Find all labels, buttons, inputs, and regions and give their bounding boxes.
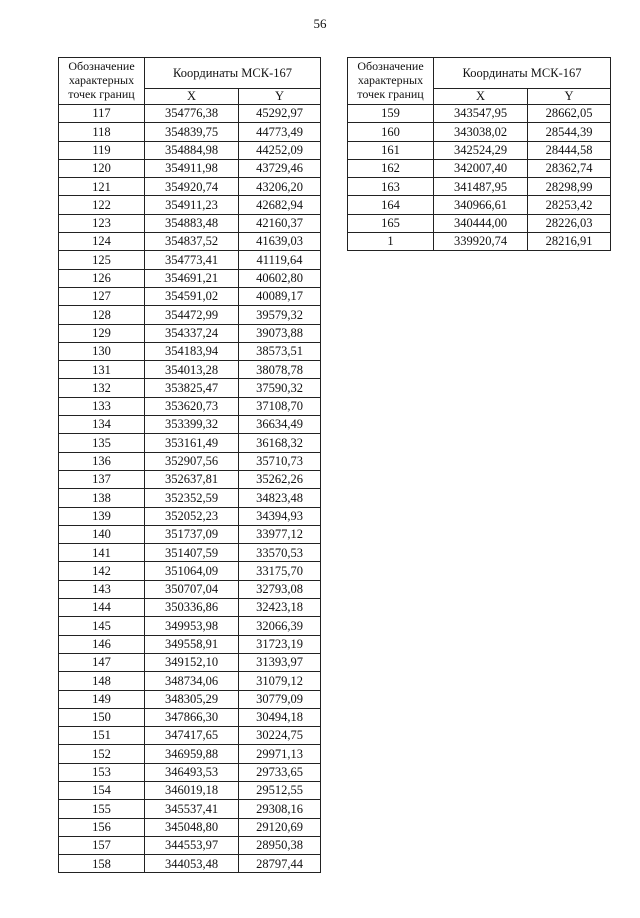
y-column-header: Y (528, 89, 611, 105)
point-number-cell: 154 (59, 781, 145, 799)
table-row (59, 562, 321, 580)
point-number-cell: 156 (59, 818, 145, 836)
y-coordinate-cell: 37108,70 (239, 397, 321, 415)
x-coordinate-cell: 354773,41 (145, 251, 239, 269)
x-coordinate-cell: 348734,06 (145, 672, 239, 690)
point-number-cell: 137 (59, 470, 145, 488)
table-row (59, 397, 321, 415)
point-number-cell: 140 (59, 525, 145, 543)
table-row (59, 507, 321, 525)
table-row (348, 159, 611, 177)
point-number-cell: 136 (59, 452, 145, 470)
point-number-cell: 1 (348, 233, 434, 251)
y-coordinate-cell: 44252,09 (239, 141, 321, 159)
y-coordinate-cell: 44773,49 (239, 123, 321, 141)
x-coordinate-cell: 354691,21 (145, 269, 239, 287)
y-coordinate-cell: 29308,16 (239, 800, 321, 818)
y-coordinate-cell: 28253,42 (528, 196, 611, 214)
point-number-cell: 139 (59, 507, 145, 525)
point-number-cell: 127 (59, 287, 145, 305)
x-coordinate-cell: 349953,98 (145, 617, 239, 635)
table-row (59, 818, 321, 836)
table-row (59, 214, 321, 232)
point-label-header: Обозначение характерных точек границ (348, 58, 434, 105)
table-row (59, 544, 321, 562)
table-row (348, 141, 611, 159)
x-coordinate-cell: 339920,74 (434, 233, 528, 251)
y-coordinate-cell: 28950,38 (239, 836, 321, 854)
table-row (59, 434, 321, 452)
y-coordinate-cell: 31079,12 (239, 672, 321, 690)
point-number-cell: 130 (59, 342, 145, 360)
table-row (59, 251, 321, 269)
table-row (59, 489, 321, 507)
point-number-cell: 159 (348, 105, 434, 123)
table-row (59, 708, 321, 726)
table-row (59, 141, 321, 159)
y-coordinate-cell: 42160,37 (239, 214, 321, 232)
x-coordinate-cell: 341487,95 (434, 178, 528, 196)
x-coordinate-cell: 342524,29 (434, 141, 528, 159)
y-coordinate-cell: 35710,73 (239, 452, 321, 470)
x-coordinate-cell: 352907,56 (145, 452, 239, 470)
y-coordinate-cell: 31393,97 (239, 653, 321, 671)
x-coordinate-cell: 354183,94 (145, 342, 239, 360)
point-number-cell: 129 (59, 324, 145, 342)
x-column-header: X (434, 89, 528, 105)
y-coordinate-cell: 43206,20 (239, 178, 321, 196)
x-coordinate-cell: 349558,91 (145, 635, 239, 653)
table-row (59, 287, 321, 305)
y-coordinate-cell: 28797,44 (239, 855, 321, 873)
table-row (59, 306, 321, 324)
table-row (59, 690, 321, 708)
table-row (59, 196, 321, 214)
y-coordinate-cell: 29120,69 (239, 818, 321, 836)
point-number-cell: 153 (59, 763, 145, 781)
point-number-cell: 117 (59, 105, 145, 123)
x-coordinate-cell: 346019,18 (145, 781, 239, 799)
y-coordinate-cell: 28216,91 (528, 233, 611, 251)
table-row (59, 855, 321, 873)
x-coordinate-cell: 351737,09 (145, 525, 239, 543)
table-row (59, 617, 321, 635)
y-coordinate-cell: 45292,97 (239, 105, 321, 123)
y-coordinate-cell: 33977,12 (239, 525, 321, 543)
point-number-cell: 151 (59, 727, 145, 745)
point-number-cell: 135 (59, 434, 145, 452)
table-row (59, 672, 321, 690)
y-coordinate-cell: 30779,09 (239, 690, 321, 708)
x-coordinate-cell: 354911,23 (145, 196, 239, 214)
point-number-cell: 124 (59, 233, 145, 251)
point-number-cell: 157 (59, 836, 145, 854)
y-coordinate-cell: 43729,46 (239, 159, 321, 177)
point-number-cell: 147 (59, 653, 145, 671)
table-row (348, 233, 611, 251)
x-coordinate-cell: 354883,48 (145, 214, 239, 232)
x-coordinate-cell: 353399,32 (145, 416, 239, 434)
x-coordinate-cell: 354472,99 (145, 306, 239, 324)
x-coordinate-cell: 348305,29 (145, 690, 239, 708)
y-coordinate-cell: 41119,64 (239, 251, 321, 269)
x-coordinate-cell: 352637,81 (145, 470, 239, 488)
table-row (59, 580, 321, 598)
point-number-cell: 142 (59, 562, 145, 580)
table-row (59, 763, 321, 781)
point-number-cell: 161 (348, 141, 434, 159)
table-row (59, 452, 321, 470)
y-coordinate-cell: 32793,08 (239, 580, 321, 598)
x-coordinate-cell: 347417,65 (145, 727, 239, 745)
y-coordinate-cell: 36168,32 (239, 434, 321, 452)
x-coordinate-cell: 354013,28 (145, 361, 239, 379)
y-coordinate-cell: 31723,19 (239, 635, 321, 653)
table-body (348, 105, 611, 251)
y-coordinate-cell: 30224,75 (239, 727, 321, 745)
table-row (59, 470, 321, 488)
y-coordinate-cell: 41639,03 (239, 233, 321, 251)
point-number-cell: 158 (59, 855, 145, 873)
table-row (59, 635, 321, 653)
y-coordinate-cell: 28362,74 (528, 159, 611, 177)
y-coordinate-cell: 38573,51 (239, 342, 321, 360)
point-number-cell: 141 (59, 544, 145, 562)
table-row (59, 233, 321, 251)
table-row (59, 361, 321, 379)
point-number-cell: 163 (348, 178, 434, 196)
y-coordinate-cell: 28298,99 (528, 178, 611, 196)
page-number: 56 (313, 16, 327, 31)
table-row (348, 123, 611, 141)
y-coordinate-cell: 32066,39 (239, 617, 321, 635)
point-number-cell: 160 (348, 123, 434, 141)
x-coordinate-cell: 340444,00 (434, 214, 528, 232)
y-coordinate-cell: 42682,94 (239, 196, 321, 214)
x-coordinate-cell: 354839,75 (145, 123, 239, 141)
x-coordinate-cell: 353825,47 (145, 379, 239, 397)
x-coordinate-cell: 354337,24 (145, 324, 239, 342)
y-coordinate-cell: 39073,88 (239, 324, 321, 342)
table-row (59, 416, 321, 434)
point-number-cell: 146 (59, 635, 145, 653)
table-row (59, 800, 321, 818)
point-number-cell: 149 (59, 690, 145, 708)
y-coordinate-cell: 28662,05 (528, 105, 611, 123)
y-coordinate-cell: 40602,80 (239, 269, 321, 287)
point-number-cell: 165 (348, 214, 434, 232)
point-number-cell: 144 (59, 599, 145, 617)
table-row (59, 324, 321, 342)
point-number-cell: 155 (59, 800, 145, 818)
x-coordinate-cell: 343038,02 (434, 123, 528, 141)
point-number-cell: 123 (59, 214, 145, 232)
point-number-cell: 132 (59, 379, 145, 397)
x-coordinate-cell: 354776,38 (145, 105, 239, 123)
y-column-header: Y (239, 89, 321, 105)
x-coordinate-cell: 354884,98 (145, 141, 239, 159)
y-coordinate-cell: 28226,03 (528, 214, 611, 232)
point-number-cell: 145 (59, 617, 145, 635)
y-coordinate-cell: 36634,49 (239, 416, 321, 434)
y-coordinate-cell: 30494,18 (239, 708, 321, 726)
coords-system-header: Координаты МСК-167 (434, 58, 611, 89)
point-number-cell: 134 (59, 416, 145, 434)
point-number-cell: 164 (348, 196, 434, 214)
table-row (348, 178, 611, 196)
table-body (59, 105, 321, 873)
x-coordinate-cell: 350336,86 (145, 599, 239, 617)
point-number-cell: 148 (59, 672, 145, 690)
y-coordinate-cell: 29512,55 (239, 781, 321, 799)
table-row (59, 342, 321, 360)
point-number-cell: 150 (59, 708, 145, 726)
table-row (59, 379, 321, 397)
point-number-cell: 120 (59, 159, 145, 177)
y-coordinate-cell: 32423,18 (239, 599, 321, 617)
y-coordinate-cell: 40089,17 (239, 287, 321, 305)
x-coordinate-cell: 353161,49 (145, 434, 239, 452)
x-coordinate-cell: 345048,80 (145, 818, 239, 836)
coordinates-table-right (347, 57, 611, 251)
y-coordinate-cell: 33175,70 (239, 562, 321, 580)
point-label-header: Обозначение характерных точек границ (59, 58, 145, 105)
x-coordinate-cell: 354911,98 (145, 159, 239, 177)
point-number-cell: 152 (59, 745, 145, 763)
y-coordinate-cell: 28444,58 (528, 141, 611, 159)
y-coordinate-cell: 28544,39 (528, 123, 611, 141)
table-row (59, 653, 321, 671)
point-number-cell: 122 (59, 196, 145, 214)
table-row (59, 781, 321, 799)
x-coordinate-cell: 353620,73 (145, 397, 239, 415)
coords-system-header: Координаты МСК-167 (145, 58, 321, 89)
point-number-cell: 118 (59, 123, 145, 141)
x-coordinate-cell: 347866,30 (145, 708, 239, 726)
x-coordinate-cell: 344053,48 (145, 855, 239, 873)
x-coordinate-cell: 346493,53 (145, 763, 239, 781)
x-coordinate-cell: 345537,41 (145, 800, 239, 818)
point-number-cell: 121 (59, 178, 145, 196)
table-row (59, 123, 321, 141)
point-number-cell: 119 (59, 141, 145, 159)
table-row (348, 214, 611, 232)
x-coordinate-cell: 352352,59 (145, 489, 239, 507)
x-coordinate-cell: 344553,97 (145, 836, 239, 854)
y-coordinate-cell: 34394,93 (239, 507, 321, 525)
table-row (59, 269, 321, 287)
x-coordinate-cell: 343547,95 (434, 105, 528, 123)
table-row (59, 105, 321, 123)
x-coordinate-cell: 354837,52 (145, 233, 239, 251)
x-coordinate-cell: 350707,04 (145, 580, 239, 598)
table-row (59, 836, 321, 854)
x-coordinate-cell: 342007,40 (434, 159, 528, 177)
point-number-cell: 126 (59, 269, 145, 287)
point-number-cell: 133 (59, 397, 145, 415)
y-coordinate-cell: 37590,32 (239, 379, 321, 397)
y-coordinate-cell: 29971,13 (239, 745, 321, 763)
coordinates-table-left (58, 57, 321, 873)
point-number-cell: 128 (59, 306, 145, 324)
table-row (59, 599, 321, 617)
y-coordinate-cell: 35262,26 (239, 470, 321, 488)
table-row (59, 727, 321, 745)
point-number-cell: 162 (348, 159, 434, 177)
table-row (348, 105, 611, 123)
x-column-header: X (145, 89, 239, 105)
table-row (59, 178, 321, 196)
x-coordinate-cell: 351407,59 (145, 544, 239, 562)
point-number-cell: 125 (59, 251, 145, 269)
x-coordinate-cell: 340966,61 (434, 196, 528, 214)
y-coordinate-cell: 38078,78 (239, 361, 321, 379)
point-number-cell: 143 (59, 580, 145, 598)
x-coordinate-cell: 354920,74 (145, 178, 239, 196)
table-row (348, 196, 611, 214)
y-coordinate-cell: 29733,65 (239, 763, 321, 781)
x-coordinate-cell: 346959,88 (145, 745, 239, 763)
table-row (59, 159, 321, 177)
x-coordinate-cell: 352052,23 (145, 507, 239, 525)
x-coordinate-cell: 349152,10 (145, 653, 239, 671)
y-coordinate-cell: 39579,32 (239, 306, 321, 324)
x-coordinate-cell: 354591,02 (145, 287, 239, 305)
y-coordinate-cell: 34823,48 (239, 489, 321, 507)
y-coordinate-cell: 33570,53 (239, 544, 321, 562)
table-row (59, 525, 321, 543)
table-row (59, 745, 321, 763)
point-number-cell: 131 (59, 361, 145, 379)
point-number-cell: 138 (59, 489, 145, 507)
x-coordinate-cell: 351064,09 (145, 562, 239, 580)
